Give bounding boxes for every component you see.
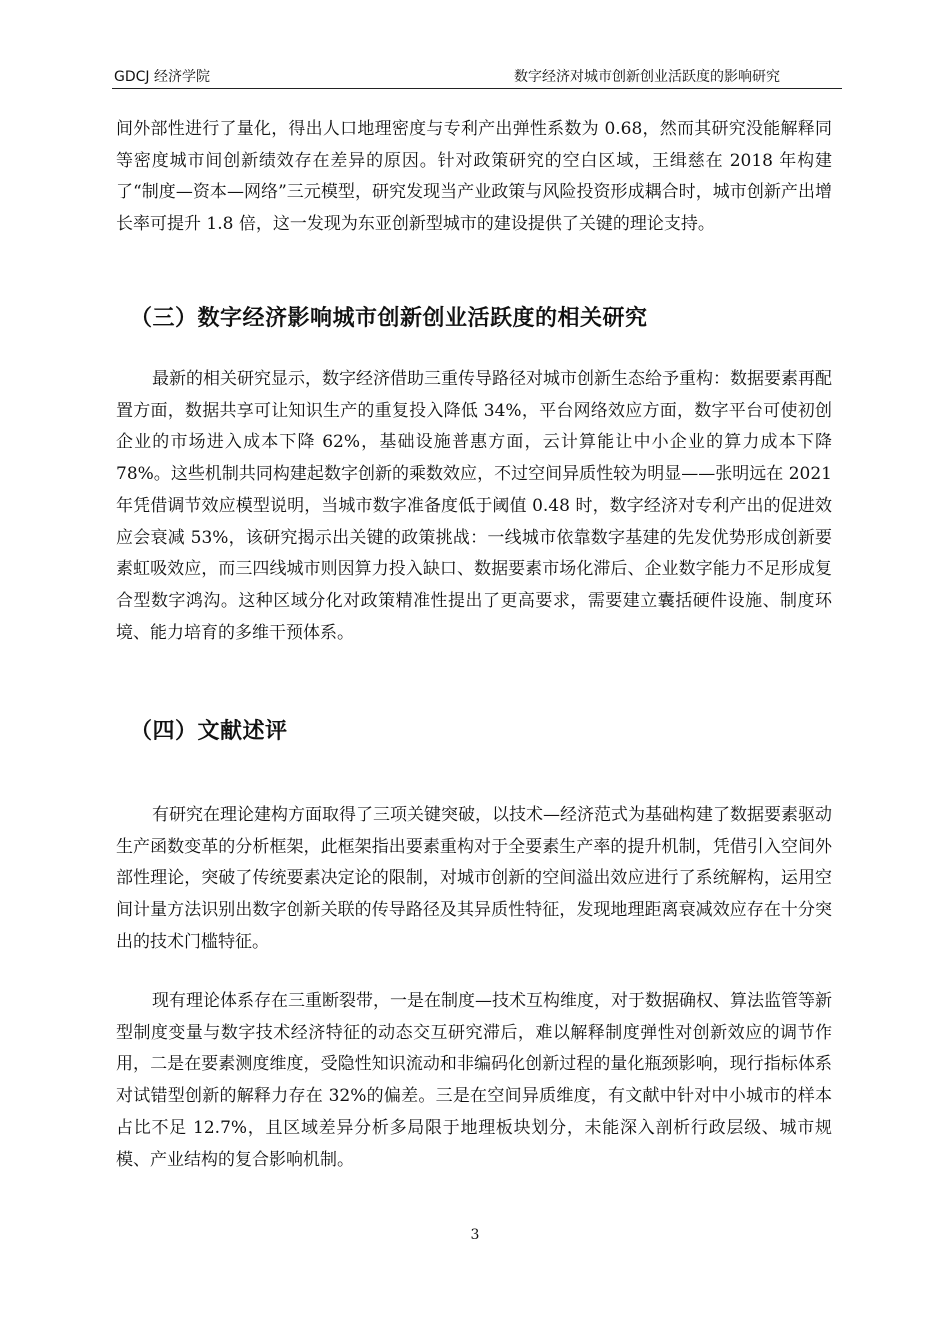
paragraph-literature-review-2: 现有理论体系存在三重断裂带，一是在制度—技术互构维度，对于数据确权、算法监管等新型制度变量与数字技术经济特征的动态交互研究滞后，难以解释制度弹性对创新效应的调节作用，二是在要素测度维度，受隐性知识流动和非编码化创新过程的量化瓶颈影响，现行指标体系对试错型创新的解释力存在 32%的偏差。三是在空间异质维度，有文献中针对中小城市的样本占比不足 12.7%，且区域差异分析多局限于地理板块划分，未能深入剖析行政层级、城市规模、产业结构的复合影响机制。	[116, 991, 832, 1170]
section-heading-4: （四）文献述评	[130, 719, 288, 744]
paragraph-continuation: 间外部性进行了量化，得出人口地理密度与专利产出弹性系数为 0.68，然而其研究没能解释同等密度城市间创新绩效存在差异的原因。针对政策研究的空白区域，王缉慈在 2018 年构建了“制度—资本—网络”三元模型，研究发现当产业政策与风险投资形成耦合时，城市创新产出增长率可提升 1.8 倍，这一发现为东亚创新型城市的建设提供了关键的理论支持。	[116, 119, 832, 235]
section-heading-3: （三）数字经济影响城市创新创业活跃度的相关研究	[130, 306, 648, 331]
page-number: 3	[470, 1227, 480, 1243]
header-institution: GDCJ 经济学院	[114, 69, 210, 85]
paragraph-literature-review-1: 有研究在理论建构方面取得了三项关键突破，以技术—经济范式为基础构建了数据要素驱动生产函数变革的分析框架，此框架指出要素重构对于全要素生产率的提升机制，凭借引入空间外部性理论，突破了传统要素决定论的限制，对城市创新的空间溢出效应进行了系统解构，运用空间计量方法识别出数字创新关联的传导路径及其异质性特征，发现地理距离衰减效应存在十分突出的技术门槛特征。	[116, 805, 832, 952]
header-paper-title: 数字经济对城市创新创业活跃度的影响研究	[514, 69, 780, 85]
paragraph-related-research: 最新的相关研究显示，数字经济借助三重传导路径对城市创新生态给予重构：数据要素再配置方面，数据共享可让知识生产的重复投入降低 34%，平台网络效应方面，数字平台可使初创企业的市场进入成本下降 62%，基础设施普惠方面，云计算能让中小企业的算力成本下降 78%。这些机制共同构建起数字创新的乘数效应，不过空间异质性较为明显——张明远在 2021 年凭借调节效应模型说明，当城市数字准备度低于阈值 0.48 时，数字经济对专利产出的促进效应会衰减 53%，该研究揭示出关键的政策挑战：一线城市依靠数字基建的先发优势形成创新要素虹吸效应，而三四线城市则因算力投入缺口、数据要素市场化滞后、企业数字能力不足形成复合型数字鸿沟。这种区域分化对政策精准性提出了更高要求，需要建立囊括硬件设施、制度环境、能力培育的多维干预体系。	[116, 369, 832, 643]
page-header	[112, 64, 842, 89]
